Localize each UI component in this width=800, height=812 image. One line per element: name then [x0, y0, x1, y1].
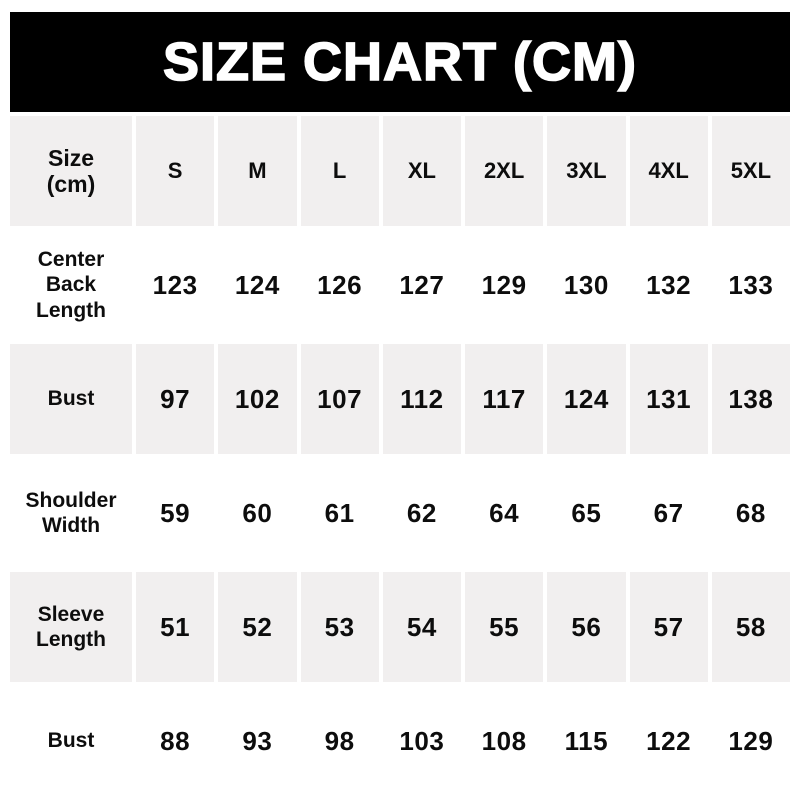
size-value-cell: 56: [547, 572, 625, 682]
size-value-cell: 102: [218, 344, 296, 454]
size-value-cell: 58: [712, 572, 790, 682]
table-row: [10, 572, 790, 682]
size-value-cell: 103: [399, 725, 445, 756]
size-column-header: L: [301, 116, 379, 226]
table-row: [10, 686, 790, 796]
size-value-cell: 132: [646, 269, 692, 300]
size-column-header: 4XL: [630, 116, 708, 226]
header-row: [10, 116, 790, 226]
size-value-cell: 124: [234, 269, 280, 300]
size-chart-page: [0, 12, 800, 800]
size-value-cell: 129: [481, 269, 527, 300]
table-row: [10, 458, 790, 568]
size-value-cell: 68: [735, 497, 766, 528]
size-column-header: M: [218, 116, 296, 226]
size-value-cell: 64: [489, 497, 520, 528]
size-value-cell: 88: [160, 725, 191, 756]
size-value-cell: 59: [160, 497, 191, 528]
size-value-cell: 129: [728, 725, 774, 756]
size-value-cell: 52: [218, 572, 296, 682]
size-column-header: 5XL: [712, 116, 790, 226]
size-value-cell: 67: [653, 497, 684, 528]
size-value-cell: 115: [564, 725, 609, 756]
page-title: SIZE CHART (CM): [163, 32, 637, 92]
size-value-cell: 138: [712, 344, 790, 454]
size-value-cell: 62: [406, 497, 437, 528]
size-value-cell: 126: [317, 269, 363, 300]
table-row: [10, 344, 790, 454]
size-value-cell: 61: [324, 497, 355, 528]
size-value-cell: 117: [465, 344, 543, 454]
size-value-cell: 130: [563, 269, 609, 300]
size-value-cell: 55: [465, 572, 543, 682]
size-value-cell: 124: [547, 344, 625, 454]
size-value-cell: 60: [242, 497, 273, 528]
corner-cell-size-cm: [10, 116, 132, 226]
size-value-cell: 133: [728, 269, 774, 300]
size-value-cell: 54: [383, 572, 461, 682]
size-value-cell: 131: [630, 344, 708, 454]
size-table: [6, 112, 794, 800]
row-label: Shoulder Width: [25, 488, 117, 537]
size-column-header: 2XL: [465, 116, 543, 226]
size-value-cell: 97: [136, 344, 214, 454]
size-value-cell: 122: [646, 725, 692, 756]
title-banner: [10, 12, 790, 112]
size-value-cell: 107: [301, 344, 379, 454]
size-value-cell: 93: [242, 725, 273, 756]
row-label: Sleeve Length: [10, 572, 132, 682]
corner-label-line2: (cm): [46, 171, 96, 197]
size-value-cell: 65: [571, 497, 602, 528]
size-value-cell: 108: [481, 725, 527, 756]
size-value-cell: 123: [152, 269, 198, 300]
size-value-cell: 51: [136, 572, 214, 682]
size-column-header: S: [136, 116, 214, 226]
corner-label-line1: Size: [47, 144, 95, 171]
size-value-cell: 127: [399, 269, 445, 300]
table-row: [10, 230, 790, 340]
size-column-header: XL: [383, 116, 461, 226]
size-value-cell: 98: [324, 725, 355, 756]
row-label: Center Back Length: [36, 248, 106, 322]
row-label: Bust: [10, 344, 132, 454]
size-value-cell: 57: [630, 572, 708, 682]
size-column-header: 3XL: [547, 116, 625, 226]
size-value-cell: 112: [383, 344, 461, 454]
size-value-cell: 53: [301, 572, 379, 682]
row-label: Bust: [47, 729, 95, 753]
